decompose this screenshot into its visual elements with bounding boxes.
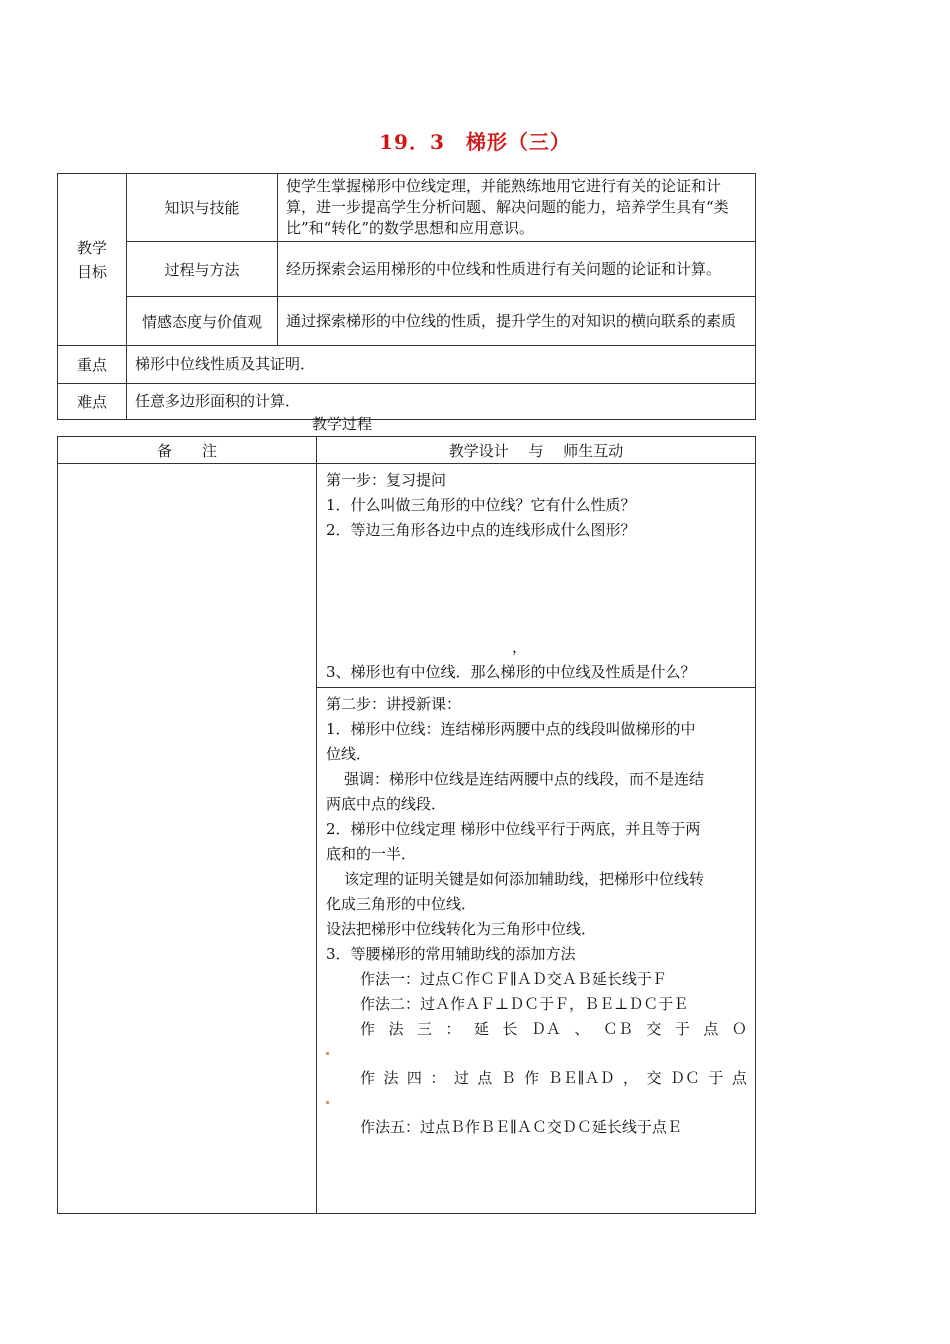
step2-p6: 3．等腰梯形的常用辅助线的添加方法 — [326, 945, 576, 963]
key-point-label: 重点 — [58, 346, 127, 384]
step2-p3b: 底和的一半． — [326, 845, 417, 863]
figure-placeholder-mark — [326, 1052, 329, 1055]
goal-text-knowledge: 使学生掌握梯形中位线定理，并能熟练地用它进行有关的论证和计算，进一步提高学生分析问题、解决问题的能力，培养学生具有“类比”和“转化”的数学思想和应用意识。 — [278, 174, 756, 242]
notes-cell — [58, 464, 317, 1214]
step2-p5: 设法把梯形中位线转化为三角形中位线． — [326, 920, 597, 938]
goal-label-attitude: 情感态度与价值观 — [127, 297, 278, 346]
method-4: 作 法 四 ： 过 点 Ｂ 作 ＢＥ∥ＡＤ ， 交 ＤＣ 于 点 — [360, 1069, 747, 1087]
step2-cell — [317, 688, 756, 1214]
step1-question-1: 1．什么叫做三角形的中位线？它有什么性质？ — [326, 496, 636, 514]
step1-question-3: 3、梯形也有中位线．那么梯形的中位线及性质是什么？ — [326, 663, 696, 681]
design-column-header: 教学设计 与 师生互动 — [317, 437, 756, 464]
step2-p2b: 两底中点的线段． — [326, 795, 447, 813]
method-2: 作法二：过Ａ作ＡＦ⊥ＤＣ于Ｆ，ＢＥ⊥ＤＣ于Ｅ — [360, 995, 689, 1013]
step1-cell — [317, 464, 756, 688]
method-1: 作法一：过点Ｃ作ＣＦ∥ＡＤ交ＡＢ延长线于Ｆ — [360, 970, 667, 988]
goal-text-attitude: 通过探索梯形的中位线的性质，提升学生的对知识的横向联系的素质 — [278, 297, 756, 346]
figure-placeholder-mark — [326, 1101, 329, 1104]
difficulty-label: 难点 — [58, 384, 127, 420]
step2-p3a: 2．梯形中位线定理 梯形中位线平行于两底，并且等于两 — [326, 820, 701, 838]
goal-label-knowledge: 知识与技能 — [127, 174, 278, 242]
step2-p2a: 强调：梯形中位线是连结两腰中点的线段，而不是连结 — [344, 770, 705, 788]
teaching-process-table — [57, 436, 756, 1214]
step2-p4b: 化成三角形的中位线． — [326, 895, 477, 913]
step2-heading: 第二步：讲授新课： — [326, 695, 462, 713]
teaching-goals-table — [57, 173, 756, 420]
difficulty-text: 任意多边形面积的计算． — [127, 384, 756, 420]
step2-p1a: 1．梯形中位线：连结梯形两腰中点的线段叫做梯形的中 — [326, 720, 696, 738]
page-title: 19．3 梯形（三） — [379, 130, 571, 154]
step2-p4a: 该定理的证明关键是如何添加辅助线，把梯形中位线转 — [344, 870, 705, 888]
step1-heading: 第一步：复习提问 — [326, 471, 447, 489]
method-5: 作法五：过点Ｂ作ＢＥ∥ＡＣ交ＤＣ延长线于点Ｅ — [360, 1118, 682, 1136]
step2-p1b: 位线． — [326, 745, 372, 763]
goal-label-process: 过程与方法 — [127, 242, 278, 297]
method-3: 作 法 三 ： 延 长 ＤＡ 、 ＣＢ 交 于 点 Ｏ — [360, 1020, 747, 1038]
notes-column-header: 备 注 — [58, 437, 317, 464]
goals-section-label: 教学目标 — [58, 174, 127, 346]
goal-text-process: 经历探索会运用梯形的中位线和性质进行有关问题的论证和计算。 — [278, 242, 756, 297]
key-point-text: 梯形中位线性质及其证明． — [127, 346, 756, 384]
stray-comma: ， — [512, 638, 528, 656]
step1-question-2: 2．等边三角形各边中点的连线形成什么图形？ — [326, 521, 636, 539]
process-caption: 教学过程 — [312, 415, 373, 433]
